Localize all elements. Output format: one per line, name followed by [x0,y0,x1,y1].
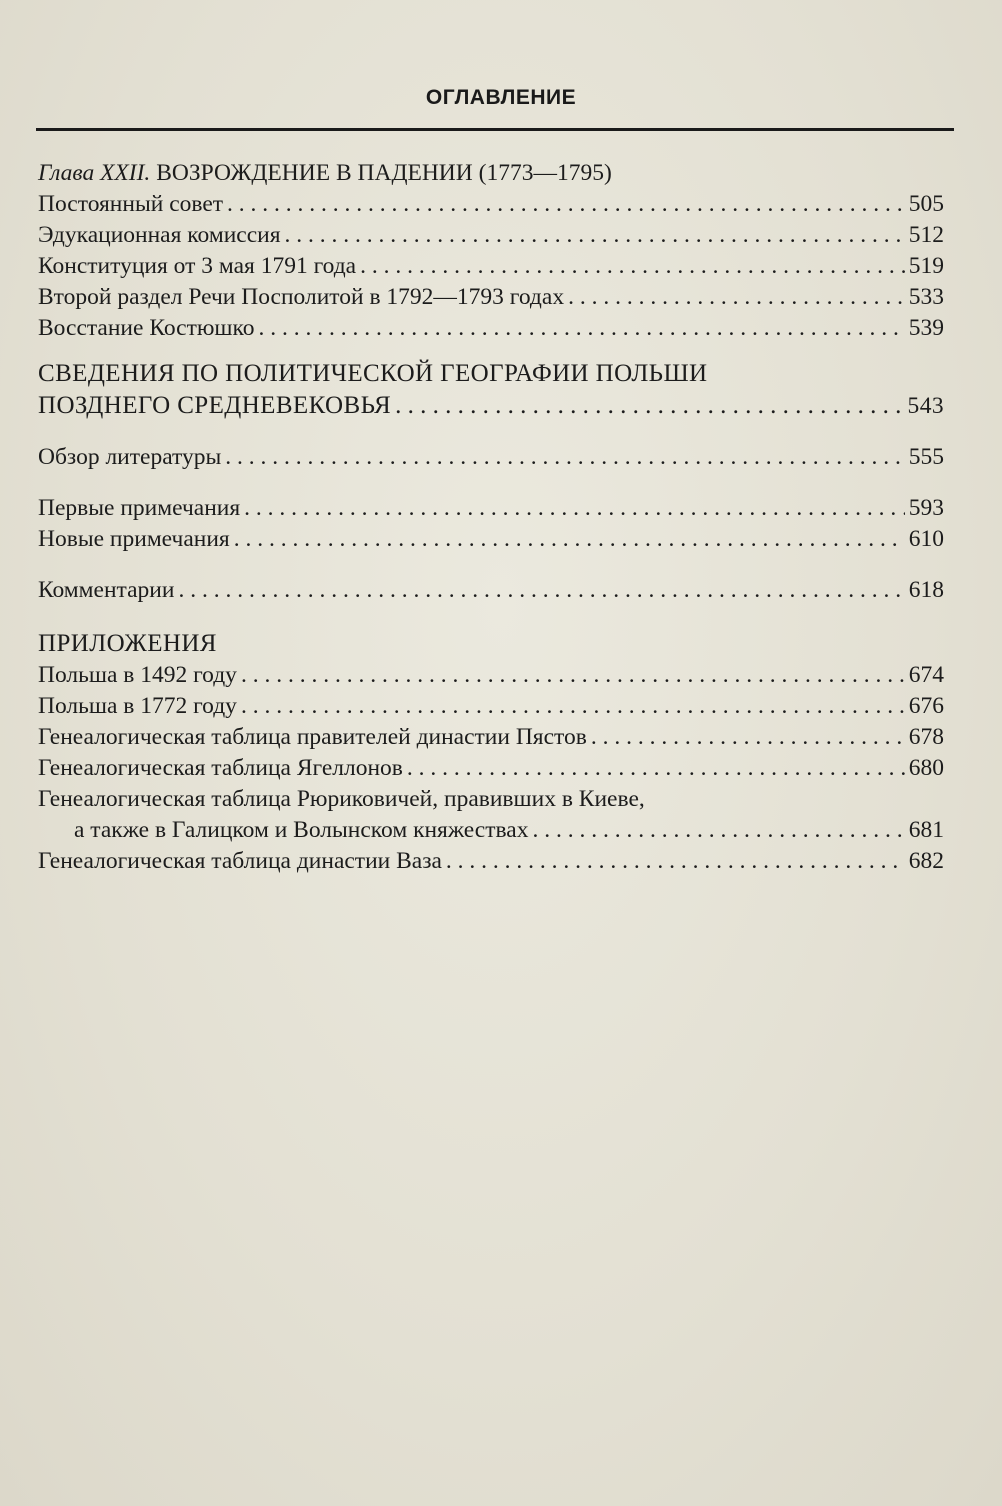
toc-entry[interactable] [38,251,944,282]
toc-entry-title: Второй раздел Речи Посполитой в 1792—1793 годах [38,284,565,310]
toc-entry-title: Комментарии [38,577,175,603]
toc-entry-title: Эдукационная комиссия [38,222,281,248]
leader-dots [395,390,903,422]
leader-dots [234,524,905,555]
appendices-heading [38,628,944,660]
toc-entry[interactable] [38,313,944,344]
toc-entry-page: 678 [908,724,944,750]
section-title-line2: ПОЗДНЕГО СРЕДНЕВЕКОВЬЯ [38,392,392,419]
leader-dots [532,815,904,846]
toc-entry-literature[interactable] [38,442,944,473]
toc-entry-page: 555 [908,444,944,470]
leader-dots [241,691,905,722]
toc-entry-title: Постоянный совет [38,191,224,217]
toc-entry-page: 682 [908,848,944,874]
toc-entry-notes[interactable] [38,493,944,524]
toc-entry-page: 519 [908,253,944,279]
toc-entry-title: Генеалогическая таблица династии Ваза [38,848,442,874]
toc-entry[interactable] [38,189,944,220]
toc-entry-title: Генеалогическая таблица Ягеллонов [38,755,403,781]
toc-entry-title: Восстание Костюшко [38,315,255,341]
header-rule [36,128,954,131]
geography-section[interactable] [38,358,944,422]
toc-entry-title-line1: Генеалогическая таблица Рюриковичей, правивших в Киеве, [38,786,645,812]
leader-dots [241,660,905,691]
toc-entry-page: 512 [908,222,944,248]
chapter-label: Глава XXII. [38,160,151,186]
toc-entry-comments[interactable] [38,575,944,606]
table-of-contents [38,158,944,877]
toc-entry-page: 618 [908,577,944,603]
toc-entry-title: Польша в 1492 году [38,662,237,688]
leader-dots [225,442,904,473]
section-page: 543 [907,393,944,419]
leader-dots [227,189,905,220]
toc-entry-page: 593 [908,495,944,521]
leader-dots [285,220,905,251]
toc-entry-title: Польша в 1772 году [38,693,237,719]
leader-dots [244,493,905,524]
toc-entry-title: Генеалогическая таблица правителей династии Пястов [38,724,587,750]
toc-entry-title: Обзор литературы [38,444,222,470]
toc-entry-title-line2: а также в Галицком и Волынском княжествах [74,817,529,843]
toc-entry[interactable] [38,691,944,722]
toc-entry-title: Конституция от 3 мая 1791 года [38,253,357,279]
toc-entry-page: 505 [908,191,944,217]
toc-entry-page: 676 [908,693,944,719]
toc-entry-title: Новые примечания [38,526,230,552]
section-title: ПРИЛОЖЕНИЯ [38,630,217,657]
leader-dots [178,575,904,606]
toc-entry-rurik[interactable] [38,784,944,846]
leader-dots [446,846,905,877]
toc-entry[interactable] [38,660,944,691]
toc-entry-page: 533 [908,284,944,310]
toc-entry-title: Первые примечания [38,495,241,521]
toc-entry-page: 539 [908,315,944,341]
leader-dots [591,722,905,753]
toc-entry[interactable] [38,220,944,251]
leader-dots [568,282,905,313]
chapter-heading [38,158,944,189]
toc-entry-notes[interactable] [38,524,944,555]
leader-dots [407,753,905,784]
toc-entry-page: 680 [908,755,944,781]
toc-entry-page: 674 [908,662,944,688]
page-header: ОГЛАВЛЕНИЕ [425,86,577,109]
section-title-line1: СВЕДЕНИЯ ПО ПОЛИТИЧЕСКОЙ ГЕОГРАФИИ ПОЛЬШИ [38,360,708,387]
toc-entry[interactable] [38,282,944,313]
leader-dots [360,251,905,282]
toc-entry[interactable] [38,753,944,784]
toc-entry-page: 610 [908,526,944,552]
leader-dots [258,313,904,344]
toc-entry-page: 681 [908,817,944,843]
chapter-title: ВОЗРОЖДЕНИЕ В ПАДЕНИИ (1773—1795) [156,160,612,186]
toc-entry[interactable] [38,722,944,753]
toc-entry[interactable] [38,846,944,877]
